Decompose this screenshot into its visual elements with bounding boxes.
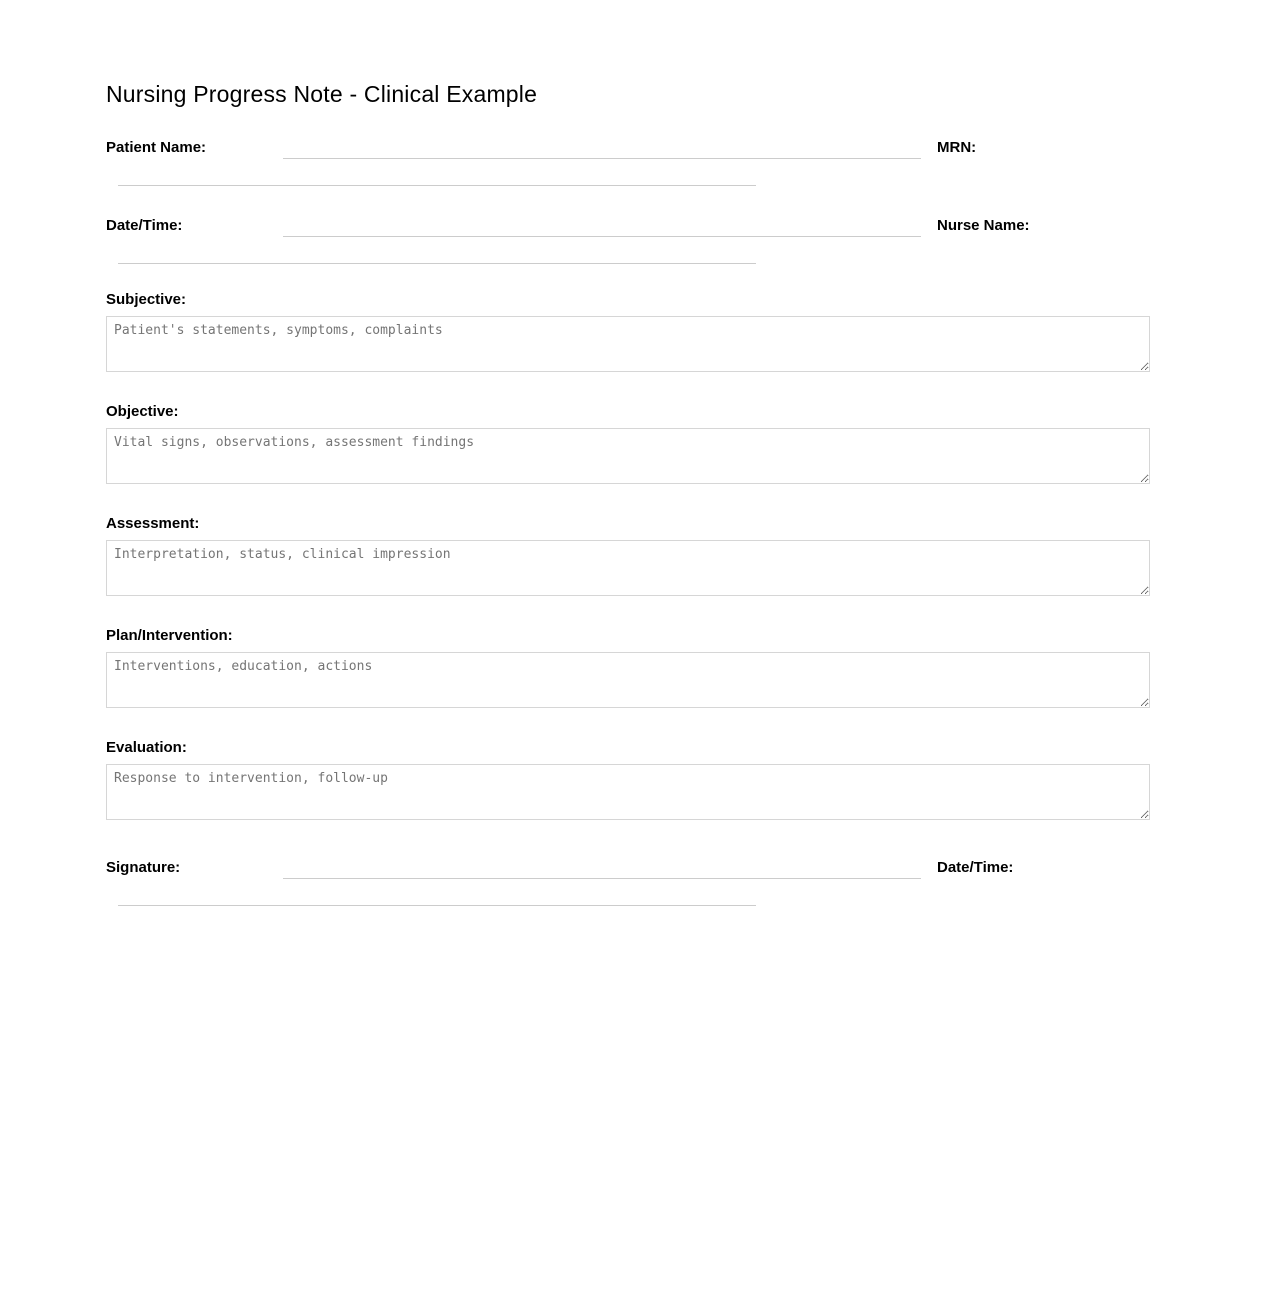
- plan-intervention-textarea[interactable]: [106, 652, 1150, 708]
- patient-name-label: Patient Name:: [106, 139, 207, 156]
- datetime-label: Date/Time:: [106, 217, 183, 234]
- evaluation-textarea[interactable]: [106, 764, 1150, 820]
- subjective-textarea[interactable]: [106, 316, 1150, 372]
- signature-label: Signature:: [106, 859, 181, 876]
- page-title: Nursing Progress Note - Clinical Example: [106, 81, 538, 107]
- field-row-signature-datetime: [106, 854, 1150, 908]
- section-plan-intervention: [106, 626, 1150, 708]
- field-row-patient-mrn: [106, 134, 1150, 188]
- assessment-label: Assessment:: [106, 515, 200, 532]
- assessment-textarea[interactable]: [106, 540, 1150, 596]
- plan-intervention-label: Plan/Intervention:: [106, 627, 233, 644]
- field-row-datetime-nurse: [106, 212, 1150, 266]
- signature-input[interactable]: [283, 858, 921, 879]
- nurse-name-input[interactable]: [118, 243, 756, 264]
- section-objective: [106, 402, 1150, 484]
- signature-datetime-input[interactable]: [118, 885, 756, 906]
- signature-datetime-label: Date/Time:: [937, 859, 1014, 876]
- mrn-label: MRN:: [937, 139, 977, 156]
- patient-name-input[interactable]: [283, 138, 921, 159]
- nurse-name-label: Nurse Name:: [937, 217, 1030, 234]
- objective-label: Objective:: [106, 403, 179, 420]
- mrn-input[interactable]: [118, 165, 756, 186]
- subjective-label: Subjective:: [106, 291, 187, 308]
- section-assessment: [106, 514, 1150, 596]
- objective-textarea[interactable]: [106, 428, 1150, 484]
- section-evaluation: [106, 738, 1150, 820]
- datetime-input[interactable]: [283, 216, 921, 237]
- evaluation-label: Evaluation:: [106, 739, 187, 756]
- section-subjective: [106, 290, 1150, 372]
